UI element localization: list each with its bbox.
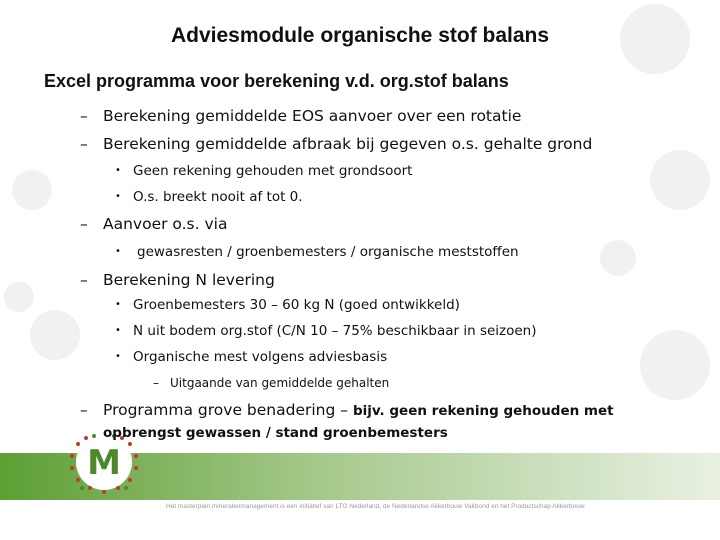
dash-marker: – — [80, 135, 88, 153]
dash-marker: – — [80, 401, 88, 419]
bullet-text: Aanvoer o.s. via — [103, 215, 228, 233]
page-title: Adviesmodule organische stof balans — [170, 24, 550, 47]
footer-note: Het masterplan mineralenmanagement is een initiatief van LTO Nederland, de Nederlandse Akkerbouw Vakbond en het Productschap Akkerbouw. — [166, 503, 586, 510]
dot-marker: • — [115, 325, 121, 336]
bullet-text: Berekening gemiddelde afbraak bij gegeven o.s. gehalte grond — [103, 135, 593, 153]
bullet-continuation: opbrengst gewassen / stand groenbemesters — [103, 425, 448, 441]
decorative-circle — [30, 310, 80, 360]
dash-marker: – — [153, 376, 159, 390]
dash-marker: – — [80, 215, 88, 233]
dot-marker: • — [115, 191, 121, 202]
sub-bullet-text: Organische mest volgens adviesbasis — [133, 349, 388, 365]
bullet-text: Berekening gemiddelde EOS aanvoer over een rotatie — [103, 107, 522, 125]
dot-marker: • — [115, 351, 121, 362]
sub-bullet-text: Geen rekening gehouden met grondsoort — [133, 163, 413, 179]
bullet-text: Programma grove benadering – — [103, 401, 353, 419]
dash-marker: – — [80, 271, 88, 289]
logo — [64, 432, 144, 496]
decorative-circle — [12, 170, 52, 210]
sub-bullet-text: N uit bodem org.stof (C/N 10 – 75% beschikbaar in seizoen) — [133, 323, 537, 339]
sub-sub-bullet-text: Uitgaande van gemiddelde gehalten — [170, 376, 390, 390]
dot-marker: • — [115, 299, 121, 310]
subtitle: Excel programma voor berekening v.d. org.stof balans — [44, 71, 509, 91]
decorative-circle — [650, 150, 710, 210]
decorative-circle — [640, 330, 710, 400]
decorative-circle — [600, 240, 636, 276]
bullet-text: Berekening N levering — [103, 271, 275, 289]
bullet-text-wrapper — [103, 401, 614, 419]
bullet-text-bold: bijv. geen rekening gehouden met — [352, 403, 614, 419]
logo-letter: M — [87, 443, 121, 483]
sub-bullet-text: O.s. breekt nooit af tot 0. — [133, 189, 303, 205]
dot-marker: • — [115, 246, 121, 257]
sub-bullet-text: gewasresten / groenbemesters / organische meststoffen — [137, 244, 519, 260]
dot-marker: • — [115, 165, 121, 176]
sub-bullet-text: Groenbemesters 30 – 60 kg N (goed ontwikkeld) — [133, 297, 460, 313]
decorative-circle — [4, 282, 34, 312]
dash-marker: – — [80, 107, 88, 125]
